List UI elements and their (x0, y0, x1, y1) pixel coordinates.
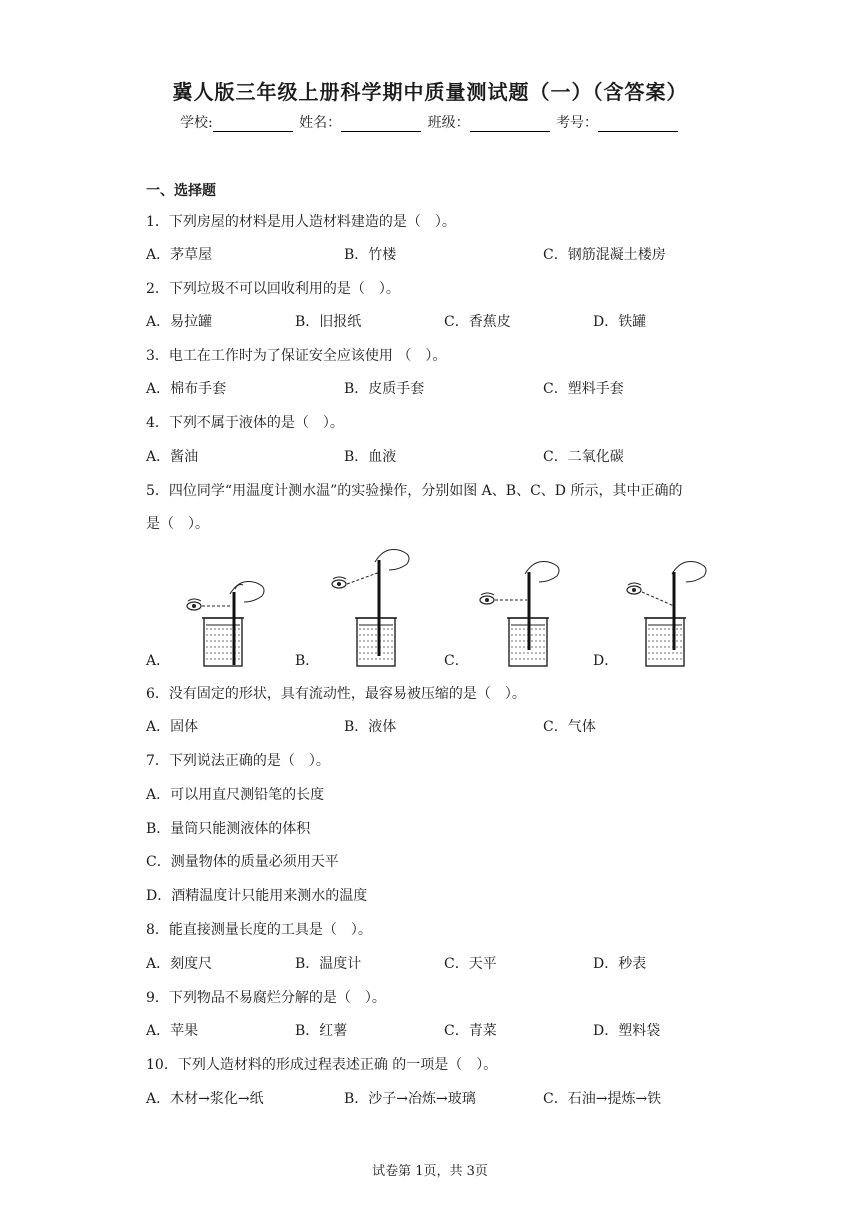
q1-option-a[interactable]: A．茅草屋 (146, 247, 213, 263)
q2-option-d[interactable]: D．铁罐 (593, 314, 647, 330)
info-id-label: 考号： (556, 115, 599, 131)
q9-option-d[interactable]: D．塑料袋 (593, 1023, 661, 1039)
question-7: 7．下列说法正确的是（ ）。 (146, 753, 330, 769)
q3-option-b[interactable]: B．皮质手套 (344, 381, 425, 397)
q9-option-c[interactable]: C．青菜 (444, 1023, 497, 1039)
question-8: 8．能直接测量长度的工具是（ ）。 (146, 922, 372, 938)
name-blank[interactable] (341, 117, 421, 132)
question-5-cont: 是（ ）。 (146, 516, 209, 532)
q3-option-c[interactable]: C．塑料手套 (543, 381, 624, 397)
info-name-label: 姓名： (299, 115, 342, 131)
question-10: 10．下列人造材料的形成过程表述正确 的一项是（ ）。 (146, 1057, 498, 1073)
thermometer-figure-a (180, 544, 290, 668)
q9-option-b[interactable]: B．红薯 (295, 1023, 348, 1039)
question-2: 2．下列垃圾不可以回收利用的是（ ）。 (146, 281, 400, 297)
q9-option-a[interactable]: A．苹果 (146, 1023, 199, 1039)
q6-option-b[interactable]: B．液体 (344, 719, 397, 735)
thermometer-figure-b (325, 544, 435, 668)
question-9: 9．下列物品不易腐烂分解的是（ ）。 (146, 990, 386, 1006)
q1-option-b[interactable]: B．竹楼 (344, 247, 397, 263)
q2-option-a[interactable]: A．易拉罐 (146, 314, 213, 330)
q8-option-c[interactable]: C．天平 (444, 956, 497, 972)
q5-option-c[interactable]: C． (444, 653, 469, 669)
q3-option-a[interactable]: A．棉布手套 (146, 381, 227, 397)
q7-option-d[interactable]: D．酒精温度计只能用来测水的温度 (146, 888, 368, 904)
question-1: 1．下列房屋的材料是用人造材料建造的是（ ）。 (146, 214, 456, 230)
q5-option-b[interactable]: B． (295, 653, 320, 669)
q2-option-b[interactable]: B．旧报纸 (295, 314, 362, 330)
question-4: 4．下列不属于液体的是（ ）。 (146, 415, 344, 431)
q10-option-c[interactable]: C．石油→提炼→铁 (543, 1091, 662, 1107)
q6-option-c[interactable]: C．气体 (543, 719, 596, 735)
q5-option-a[interactable]: A． (146, 653, 171, 669)
q10-option-a[interactable]: A．木材→浆化→纸 (146, 1091, 264, 1107)
q4-option-a[interactable]: A．酱油 (146, 449, 199, 465)
info-school-label: 学校: (179, 115, 213, 131)
q8-option-a[interactable]: A．刻度尺 (146, 956, 213, 972)
question-3: 3．电工在工作时为了保证安全应该使用 （ ）。 (146, 348, 447, 364)
q7-option-a[interactable]: A．可以用直尺测铅笔的长度 (146, 787, 325, 803)
class-blank[interactable] (470, 117, 550, 132)
q4-option-c[interactable]: C．二氧化碳 (543, 449, 624, 465)
q8-option-b[interactable]: B．温度计 (295, 956, 362, 972)
question-6: 6．没有固定的形状，具有流动性，最容易被压缩的是（ ）。 (146, 686, 526, 702)
q5-option-d[interactable]: D． (593, 653, 619, 669)
q6-option-a[interactable]: A．固体 (146, 719, 199, 735)
q1-option-c[interactable]: C．钢筋混凝土楼房 (543, 247, 666, 263)
id-blank[interactable] (598, 117, 678, 132)
thermometer-figure-d (622, 544, 732, 668)
section-heading: 一、选择题 (146, 183, 216, 199)
q10-option-b[interactable]: B．沙子→冶炼→玻璃 (344, 1091, 476, 1107)
q8-option-d[interactable]: D．秒表 (593, 956, 647, 972)
q4-option-b[interactable]: B．血液 (344, 449, 397, 465)
info-class-label: 班级： (427, 115, 470, 131)
thermometer-figure-c (475, 544, 585, 668)
page-footer: 试卷第 1页，共 3页 (372, 1164, 488, 1179)
page-title: 冀人版三年级上册科学期中质量测试题（一）（含答案） (172, 80, 688, 104)
q7-option-b[interactable]: B．量筒只能测液体的体积 (146, 821, 311, 837)
student-info (0, 112, 860, 132)
question-5: 5．四位同学“用温度计测水温”的实验操作，分别如图 A、B、C、D 所示，其中正确的 (146, 483, 683, 499)
q2-option-c[interactable]: C．香蕉皮 (444, 314, 511, 330)
q7-option-c[interactable]: C．测量物体的质量必须用天平 (146, 854, 339, 870)
school-blank[interactable] (213, 117, 293, 132)
